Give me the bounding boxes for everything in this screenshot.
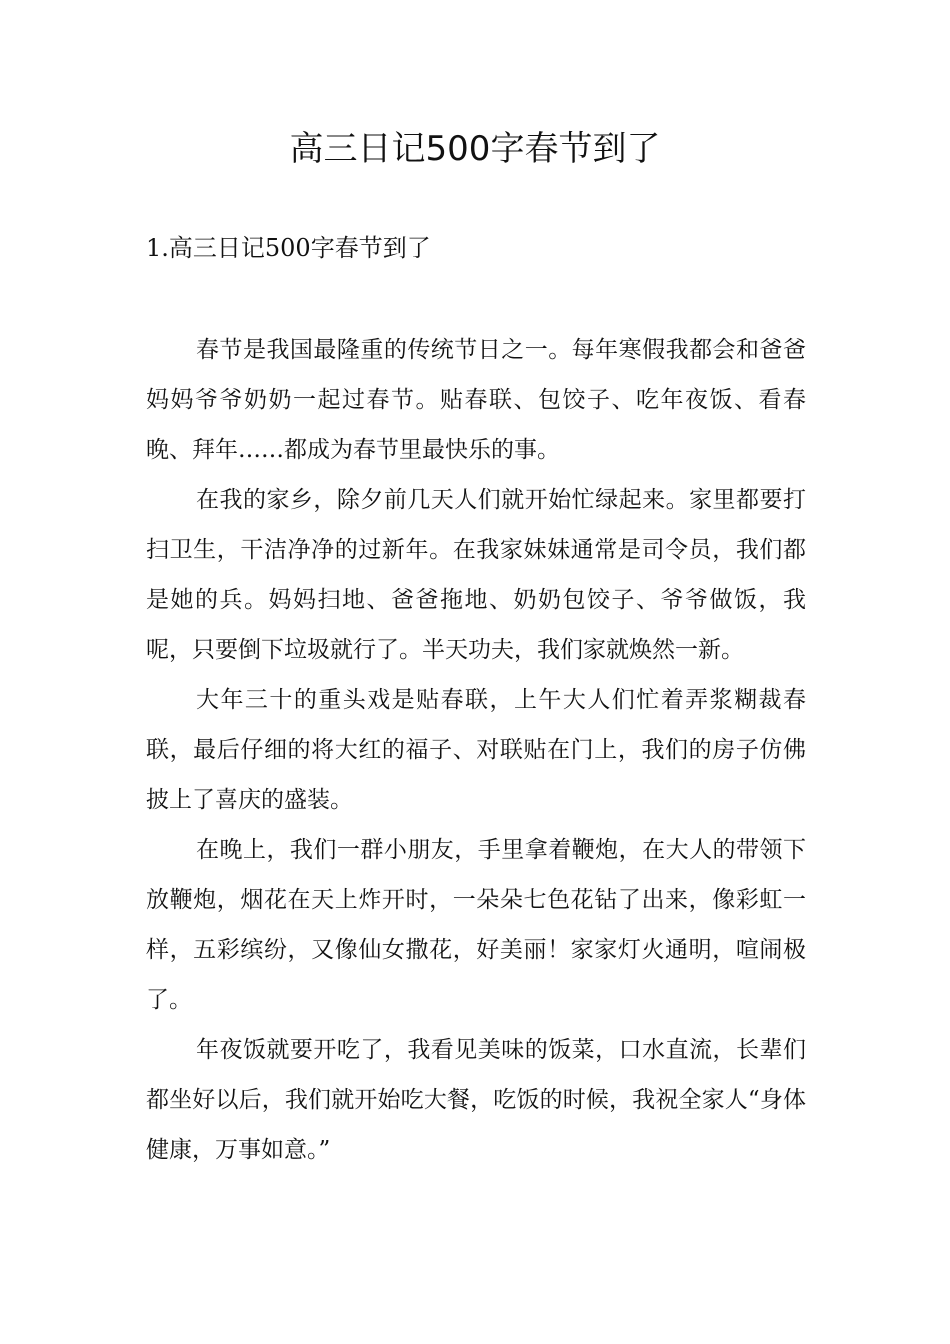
paragraph: 年夜饭就要开吃了，我看见美味的饭菜，口水直流，长辈们都坐好以后，我们就开始吃大餐，吃饭的时候，我祝全家人“身体健康，万事如意。” <box>146 1037 806 1163</box>
document-title: 高三日记500字春节到了 <box>289 129 661 169</box>
paragraph: 春节是我国最隆重的传统节日之一。每年寒假我都会和爸爸妈妈爷爷奶奶一起过春节。贴春联、包饺子、吃年夜饭、看春晚、拜年……都成为春节里最快乐的事。 <box>146 337 806 463</box>
section-heading: 1.高三日记500字春节到了 <box>146 234 431 262</box>
document-body <box>146 325 806 1175</box>
paragraph: 在我的家乡，除夕前几天人们就开始忙绿起来。家里都要打扫卫生，干洁净净的过新年。在我家妹妹通常是司令员，我们都是她的兵。妈妈扫地、爸爸拖地、奶奶包饺子、爷爷做饭，我呢，只要倒下垃圾就行了。半天功夫，我们家就焕然一新。 <box>146 487 806 663</box>
paragraph: 在晚上，我们一群小朋友，手里拿着鞭炮，在大人的带领下放鞭炮，烟花在天上炸开时，一朵朵七色花钻了出来，像彩虹一样，五彩缤纷，又像仙女撒花，好美丽！家家灯火通明，喧闹极了。 <box>146 837 806 1013</box>
paragraph: 大年三十的重头戏是贴春联，上午大人们忙着弄浆糊裁春联，最后仔细的将大红的福子、对联贴在门上，我们的房子仿佛披上了喜庆的盛装。 <box>146 687 806 813</box>
